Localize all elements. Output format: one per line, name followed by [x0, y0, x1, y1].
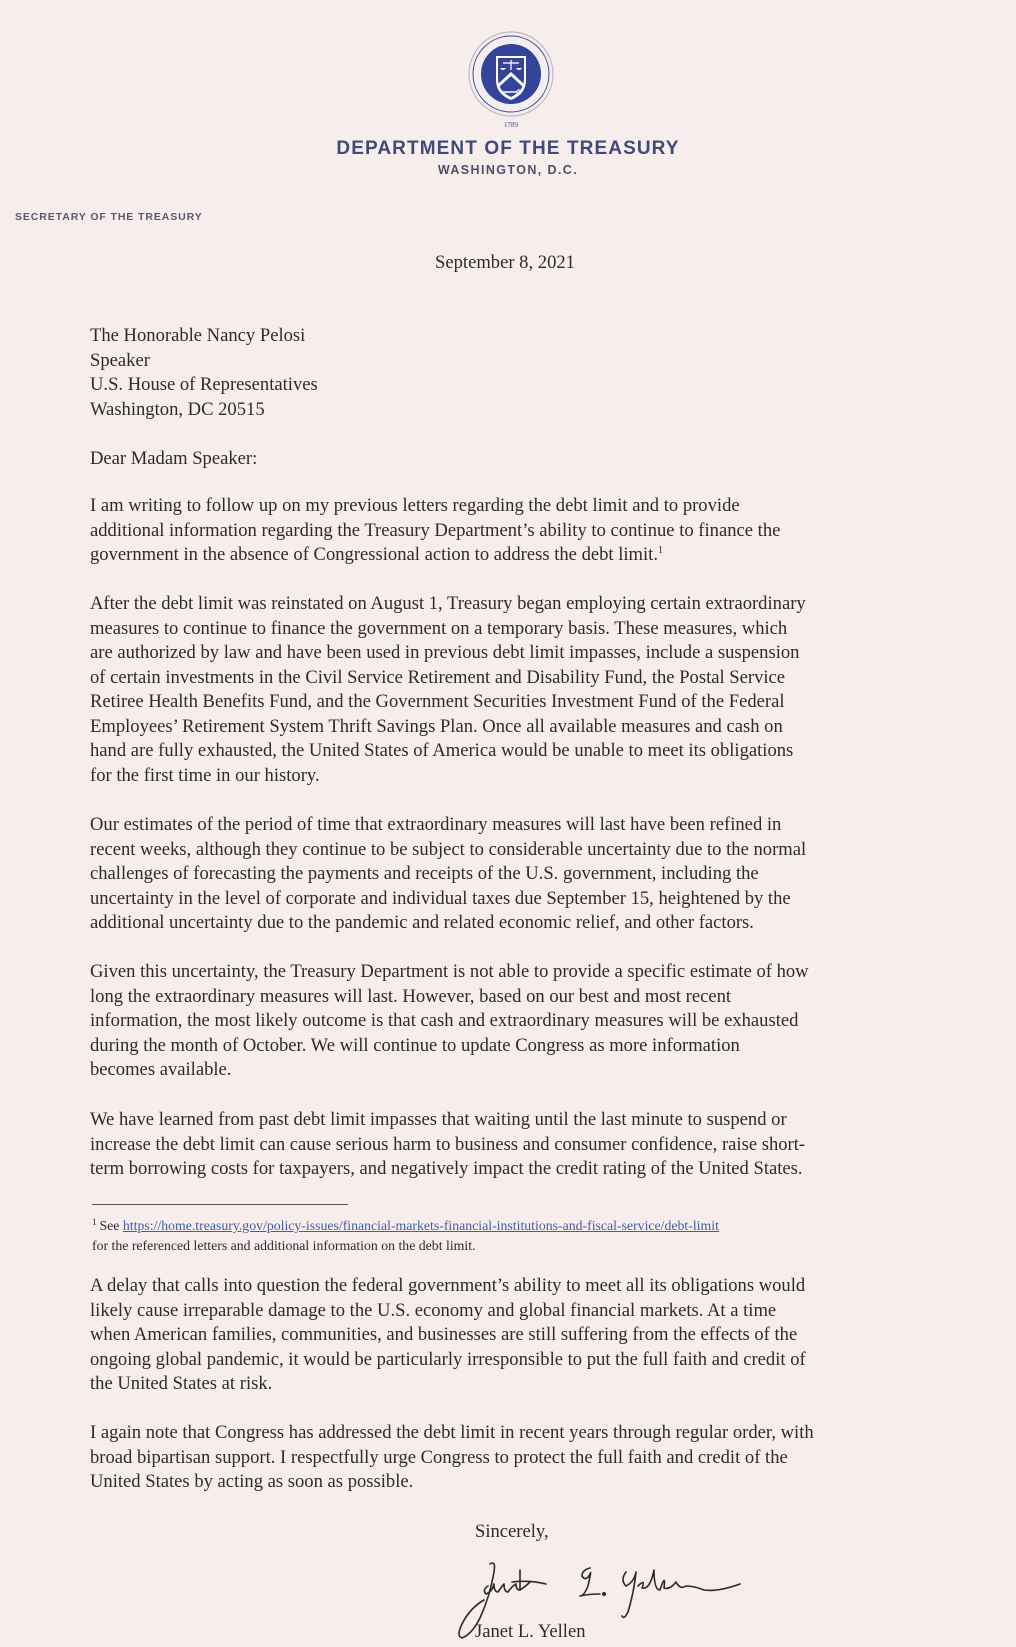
recipient-line: The Honorable Nancy Pelosi — [90, 325, 306, 346]
debt-limit-link[interactable]: https://home.treasury.gov/policy-issues/financial-markets-financial-institutions-and-fiscal-service/debt-limit — [122, 1218, 719, 1233]
paragraph-line: increase the debt limit can cause serious harm to business and consumer confidence, raise short- — [90, 1133, 806, 1155]
footnote-reference[interactable]: 1 — [658, 545, 663, 556]
paragraph-line: additional information regarding the Treasury Department’s ability to continue to finance the — [90, 519, 781, 541]
svg-text:1789: 1789 — [504, 121, 518, 129]
paragraph-line: of certain investments in the Civil Service Retirement and Disability Fund, the Postal Service — [90, 666, 786, 688]
body-paragraph-4 — [90, 960, 922, 1083]
recipient-line: Washington, DC 20515 — [90, 398, 265, 420]
footnote-divider — [92, 1204, 348, 1205]
signer-name: Janet L. Yellen — [475, 1621, 586, 1642]
paragraph-line: recent weeks, although they continue to be subject to considerable uncertainty due to the normal — [90, 838, 807, 860]
paragraph-line: ongoing global pandemic, it would be particularly irresponsible to put the full faith and credit of — [90, 1348, 806, 1370]
paragraph-line: long the extraordinary measures will last. However, based on our best and most recent — [90, 985, 732, 1007]
paragraph-line: Given this uncertainty, the Treasury Department is not able to provide a specific estimate of how — [90, 961, 809, 982]
footnote-prefix: See — [99, 1218, 120, 1233]
paragraph-line: broad bipartisan support. I respectfully urge Congress to protect the full faith and credit of the — [90, 1446, 788, 1468]
paragraph-line: After the debt limit was reinstated on August 1, Treasury began employing certain extraordinary — [90, 593, 806, 614]
paragraph-line: I am writing to follow up on my previous letters regarding the debt limit and to provide — [90, 495, 740, 516]
paragraph-line: A delay that calls into question the federal government’s ability to meet all its obligations would — [90, 1275, 806, 1296]
body-paragraph-3 — [90, 813, 922, 936]
paragraph-line: the United States at risk. — [90, 1373, 273, 1394]
closing: Sincerely, — [475, 1521, 549, 1542]
body-paragraph-5 — [90, 1108, 922, 1182]
footnote-text: for the referenced letters and additional information on the debt limit. — [92, 1237, 476, 1253]
paragraph-line: becomes available. — [90, 1059, 232, 1080]
paragraph-line: United States by acting as soon as possible. — [90, 1471, 414, 1492]
body-paragraph-1 — [90, 494, 922, 568]
body-paragraph-6 — [90, 1274, 922, 1397]
salutation: Dear Madam Speaker: — [90, 448, 258, 469]
paragraph-line: government in the absence of Congressional action to address the debt limit. — [90, 544, 658, 565]
footnote-marker: 1 — [92, 1217, 97, 1227]
paragraph-line: likely cause irreparable damage to the U.S. economy and global financial markets. At a time — [90, 1299, 777, 1321]
letterhead-title: DEPARTMENT OF THE TREASURY — [336, 138, 680, 159]
paragraph-line: Our estimates of the period of time that extraordinary measures will last have been refined in — [90, 814, 782, 835]
paragraph-line: are authorized by law and have been used in previous debt limit impasses, include a suspension — [90, 642, 800, 663]
paragraph-line: uncertainty in the level of corporate and individual taxes due September 15, heightened by the — [90, 887, 791, 909]
paragraph-line: I again note that Congress has addressed the debt limit in recent years through regular order, with — [90, 1422, 814, 1443]
body-paragraph-2 — [90, 592, 922, 788]
paragraph-line: We have learned from past debt limit impasses that waiting until the last minute to suspend or — [90, 1109, 787, 1130]
recipient-line: U.S. House of Representatives — [90, 374, 318, 395]
paragraph-line: term borrowing costs for taxpayers, and negatively impact the credit rating of the United States. — [90, 1158, 803, 1179]
paragraph-line: hand are fully exhausted, the United States of America would be unable to meet its obligations — [90, 740, 794, 761]
paragraph-line: additional uncertainty due to the pandemic and related economic relief, and other factors. — [90, 912, 754, 933]
paragraph-line: Retiree Health Benefits Fund, and the Government Securities Investment Fund of the Federal — [90, 691, 785, 712]
body-paragraph-7 — [90, 1421, 922, 1495]
office-of-sender: SECRETARY OF THE TREASURY — [15, 211, 203, 223]
paragraph-line: during the month of October. We will continue to update Congress as more information — [90, 1034, 740, 1056]
letter-date: September 8, 2021 — [435, 252, 575, 273]
paragraph-line: measures to continue to finance the government on a temporary basis. These measures, which — [90, 617, 788, 639]
treasury-seal-icon — [465, 30, 557, 130]
paragraph-line: information, the most likely outcome is that cash and extraordinary measures will be exhausted — [90, 1010, 799, 1031]
recipient-line: Speaker — [90, 349, 150, 371]
paragraph-line: for the first time in our history. — [90, 764, 320, 786]
footnote — [92, 1216, 719, 1255]
paragraph-line: challenges of forecasting the payments and receipts of the U.S. government, including the — [90, 863, 759, 884]
paragraph-line: Employees’ Retirement System Thrift Savings Plan. Once all available measures and cash on — [90, 715, 783, 737]
recipient-address — [90, 324, 318, 422]
letterhead-location: WASHINGTON, D.C. — [437, 163, 579, 177]
paragraph-line: when American families, communities, and businesses are still suffering from the effects of the — [90, 1324, 798, 1345]
